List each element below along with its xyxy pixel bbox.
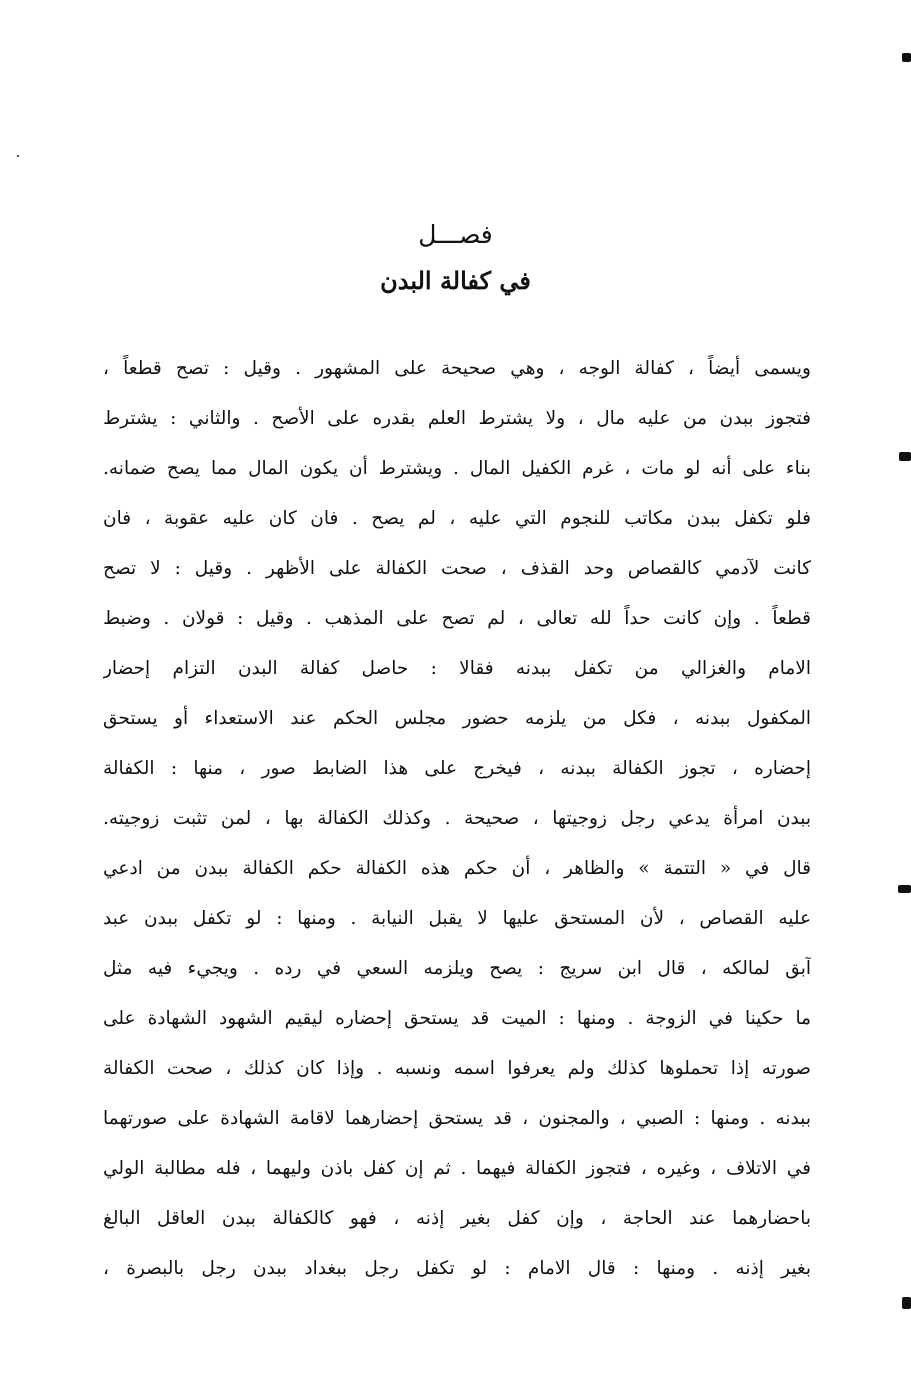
text-line: باحضارهما عند الحاجة ، وإن كفل بغير إذنه ، فهو كالكفالة ببدن العاقل البالغ (103, 1208, 811, 1229)
chapter-title: فصـــل (418, 220, 493, 249)
body-text (103, 344, 811, 1294)
text-line: بناء على أنه لو مات ، غرم الكفيل المال . ويشترط أن يكون المال مما يصح ضمانه. (103, 458, 811, 479)
chapter-subtitle: في كفالة البدن (380, 266, 531, 295)
text-line: عليه القصاص ، لأن المستحق عليها لا يقبل النيابة . ومنها : لو تكفل ببدن عبد (103, 908, 811, 929)
margin-mark (902, 53, 911, 62)
margin-speck (17, 155, 19, 157)
text-line: ما حكينا في الزوجة . ومنها : الميت قد يستحق إحضاره ليقيم الشهود الشهادة على (103, 1008, 811, 1029)
margin-mark (902, 1297, 911, 1309)
text-line: المكفول ببدنه ، فكل من يلزمه حضور مجلس الحكم عند الاستعداء أو يستحق (103, 708, 811, 729)
margin-mark (898, 885, 911, 893)
text-line: كانت لآدمي كالقصاص وحد القذف ، صحت الكفالة على الأظهر . وقيل : لا تصح (103, 558, 811, 579)
text-line: فتجوز ببدن من عليه مال ، ولا يشترط العلم بقدره على الأصح . والثاني : يشترط (103, 408, 811, 429)
text-line: إحضاره ، تجوز الكفالة ببدنه ، فيخرج على هذا الضابط صور ، منها : الكفالة (103, 758, 811, 779)
text-line: بغير إذنه . ومنها : قال الامام : لو تكفل رجل ببغداد ببدن رجل بالبصرة ، (103, 1258, 811, 1279)
text-line: الامام والغزالي من تكفل ببدنه فقالا : حاصل كفالة البدن التزام إحضار (103, 658, 811, 679)
text-line: فلو تكفل ببدن مكاتب للنجوم التي عليه ، لم يصح . فان كان عليه عقوبة ، فان (103, 508, 811, 529)
text-line: صورته إذا تحملوها كذلك ولم يعرفوا اسمه ونسبه . وإذا كان كذلك ، صحت الكفالة (103, 1058, 811, 1079)
text-line: في الاتلاف ، وغيره ، فتجوز الكفالة فيهما . ثم إن كفل باذن وليهما ، فله مطالبة الولي (103, 1158, 811, 1179)
margin-mark (899, 452, 911, 461)
text-line: ببدن امرأة يدعي رجل زوجيتها ، صحيحة . وكذلك الكفالة بها ، لمن تثبت زوجيته. (103, 808, 811, 829)
text-line: آبق لمالكه ، قال ابن سريج : يصح ويلزمه السعي في رده . ويجيء فيه مثل (103, 958, 811, 979)
text-line: ببدنه . ومنها : الصبي ، والمجنون ، قد يستحق إحضارهما لاقامة الشهادة على صورتهما (103, 1108, 811, 1129)
text-line: ويسمى أيضاً ، كفالة الوجه ، وهي صحيحة على المشهور . وقيل : تصح قطعاً ، (103, 358, 811, 379)
text-line: قال في « التتمة » والظاهر ، أن حكم هذه الكفالة حكم الكفالة ببدن من ادعي (103, 858, 811, 879)
text-line: قطعاً . وإن كانت حداً لله تعالى ، لم تصح على المذهب . وقيل : قولان . وضبط (103, 608, 811, 629)
